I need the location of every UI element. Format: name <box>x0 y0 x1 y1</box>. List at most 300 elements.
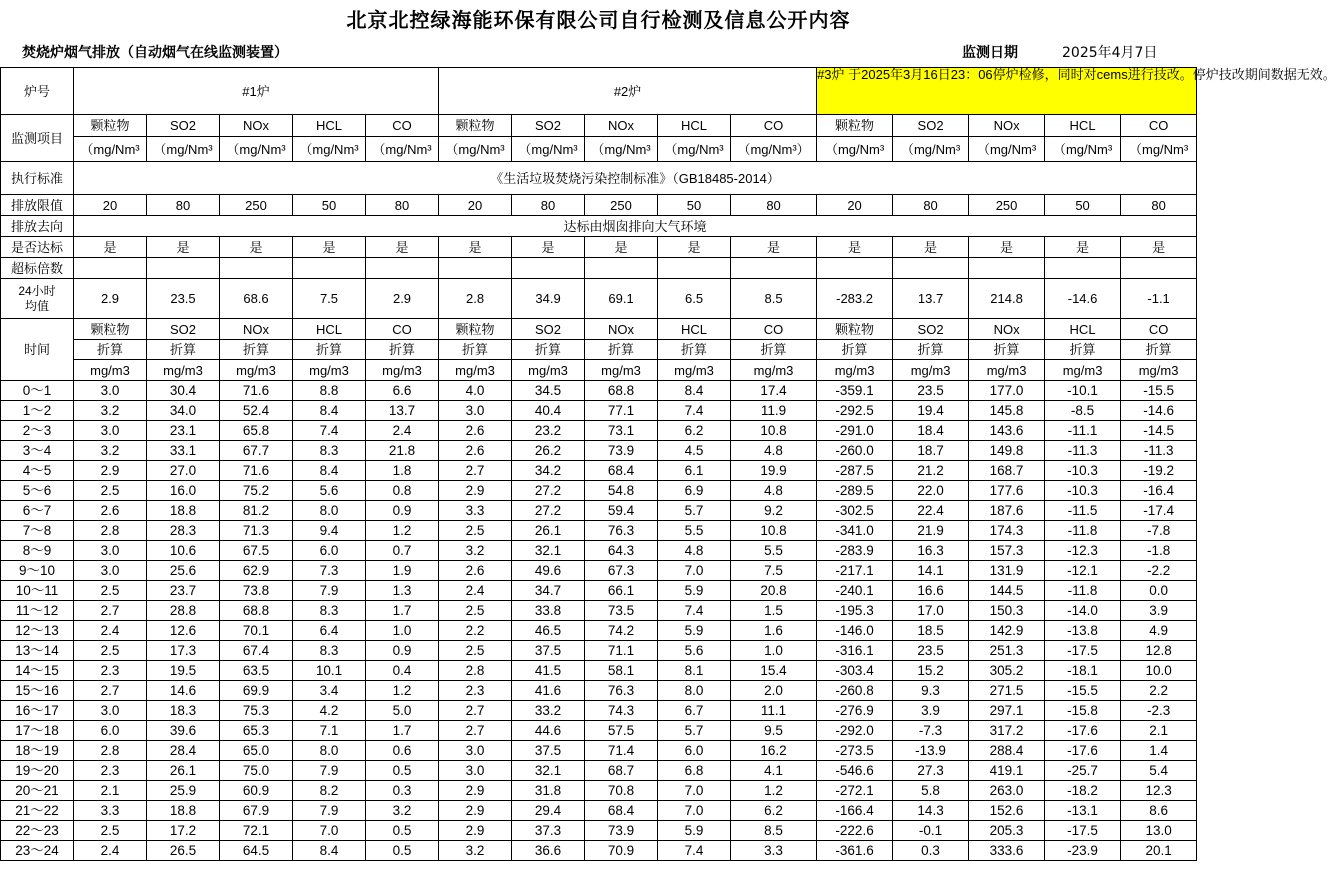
data-cell: 68.8 <box>220 601 293 621</box>
data-cell: 16.2 <box>731 741 817 761</box>
data-cell: -2.3 <box>1121 701 1197 721</box>
data-cell: 6.6 <box>366 381 439 401</box>
data-cell: -16.4 <box>1121 481 1197 501</box>
col-converted-row <box>1 340 1197 360</box>
compliant-value: 是 <box>658 237 731 258</box>
col-unit: mg/m3 <box>512 360 585 381</box>
data-cell: 0.9 <box>366 501 439 521</box>
time-cell: 4～5 <box>1 461 74 481</box>
data-cell: 1.6 <box>731 621 817 641</box>
limit-value: 20 <box>74 195 147 216</box>
item-header: CO <box>731 115 817 137</box>
data-cell: 143.6 <box>969 421 1045 441</box>
table-row <box>1 581 1197 601</box>
col-item: SO2 <box>512 319 585 340</box>
exceed-value <box>731 258 817 279</box>
average-label-line1: 24小时 <box>18 283 56 298</box>
compliant-value: 是 <box>969 237 1045 258</box>
data-cell: 75.0 <box>220 761 293 781</box>
data-cell: 64.5 <box>220 841 293 861</box>
limit-value: 80 <box>366 195 439 216</box>
data-cell: 8.5 <box>731 821 817 841</box>
data-cell: 6.2 <box>731 801 817 821</box>
data-cell: 205.3 <box>969 821 1045 841</box>
col-converted: 折算 <box>585 340 658 360</box>
data-cell: 7.4 <box>658 841 731 861</box>
data-cell: 65.3 <box>220 721 293 741</box>
data-cell: 2.4 <box>439 581 512 601</box>
data-cell: 1.2 <box>731 781 817 801</box>
average-value: 23.5 <box>147 279 220 319</box>
col-converted: 折算 <box>658 340 731 360</box>
data-cell: 5.5 <box>731 541 817 561</box>
data-cell: 73.9 <box>585 441 658 461</box>
data-cell: 63.5 <box>220 661 293 681</box>
data-cell: 9.5 <box>731 721 817 741</box>
col-items-row <box>1 319 1197 340</box>
data-cell: -289.5 <box>817 481 893 501</box>
data-cell: 37.5 <box>512 641 585 661</box>
data-cell: 68.4 <box>585 801 658 821</box>
data-cell: 34.2 <box>512 461 585 481</box>
data-cell: 142.9 <box>969 621 1045 641</box>
data-cell: -316.1 <box>817 641 893 661</box>
data-cell: 6.9 <box>658 481 731 501</box>
data-cell: 177.0 <box>969 381 1045 401</box>
data-cell: 34.7 <box>512 581 585 601</box>
data-cell: -11.8 <box>1045 581 1121 601</box>
data-cell: 6.0 <box>74 721 147 741</box>
data-cell: 72.1 <box>220 821 293 841</box>
col-item: 颗粒物 <box>74 319 147 340</box>
time-cell: 7～8 <box>1 521 74 541</box>
table-row <box>1 381 1197 401</box>
data-cell: 0.5 <box>366 821 439 841</box>
direction-row <box>1 216 1197 237</box>
data-cell: 7.4 <box>293 421 366 441</box>
exceed-value <box>817 258 893 279</box>
item-header: HCL <box>658 115 731 137</box>
data-cell: 70.1 <box>220 621 293 641</box>
data-cell: 145.8 <box>969 401 1045 421</box>
data-cell: -303.4 <box>817 661 893 681</box>
data-cell: 20.8 <box>731 581 817 601</box>
data-cell: 54.8 <box>585 481 658 501</box>
data-cell: 7.4 <box>658 601 731 621</box>
col-unit: mg/m3 <box>1121 360 1197 381</box>
data-cell: 18.3 <box>147 701 220 721</box>
data-cell: 8.4 <box>293 841 366 861</box>
data-cell: 0.7 <box>366 541 439 561</box>
data-cell: 419.1 <box>969 761 1045 781</box>
data-cell: -14.0 <box>1045 601 1121 621</box>
col-unit: mg/m3 <box>658 360 731 381</box>
col-unit: mg/m3 <box>74 360 147 381</box>
data-cell: 6.8 <box>658 761 731 781</box>
data-cell: 5.6 <box>293 481 366 501</box>
compliant-value: 是 <box>731 237 817 258</box>
data-cell: 3.9 <box>893 701 969 721</box>
data-cell: 2.5 <box>74 821 147 841</box>
data-cell: 2.1 <box>74 781 147 801</box>
limit-value: 80 <box>1121 195 1197 216</box>
data-cell: 71.6 <box>220 461 293 481</box>
data-cell: -17.5 <box>1045 641 1121 661</box>
average-value: 2.9 <box>74 279 147 319</box>
data-cell: -12.1 <box>1045 561 1121 581</box>
data-cell: 65.0 <box>220 741 293 761</box>
data-cell: 2.7 <box>74 681 147 701</box>
data-cell: 2.7 <box>439 721 512 741</box>
compliant-value: 是 <box>74 237 147 258</box>
data-cell: 3.0 <box>74 541 147 561</box>
data-cell: 9.3 <box>893 681 969 701</box>
data-cell: 2.5 <box>74 581 147 601</box>
data-cell: 67.7 <box>220 441 293 461</box>
data-cell: 1.7 <box>366 601 439 621</box>
data-cell: -19.2 <box>1121 461 1197 481</box>
data-cell: 6.0 <box>658 741 731 761</box>
limit-value: 80 <box>147 195 220 216</box>
time-cell: 18～19 <box>1 741 74 761</box>
time-cell: 13～14 <box>1 641 74 661</box>
data-cell: 4.5 <box>658 441 731 461</box>
col-item: CO <box>1121 319 1197 340</box>
time-cell: 20～21 <box>1 781 74 801</box>
item-header: NOx <box>585 115 658 137</box>
data-cell: 10.0 <box>1121 661 1197 681</box>
data-cell: -25.7 <box>1045 761 1121 781</box>
data-cell: 149.8 <box>969 441 1045 461</box>
data-cell: 44.6 <box>512 721 585 741</box>
compliant-value: 是 <box>366 237 439 258</box>
col-unit: mg/m3 <box>439 360 512 381</box>
data-cell: 14.1 <box>893 561 969 581</box>
report-subtitle: 焚烧炉烟气排放（自动烟气在线监测装置） <box>22 45 288 61</box>
data-cell: 2.8 <box>439 661 512 681</box>
data-cell: 33.1 <box>147 441 220 461</box>
exceed-value <box>512 258 585 279</box>
data-cell: 4.8 <box>731 481 817 501</box>
compliant-value: 是 <box>220 237 293 258</box>
compliant-value: 是 <box>293 237 366 258</box>
item-header: HCL <box>293 115 366 137</box>
data-cell: 31.8 <box>512 781 585 801</box>
limit-value: 50 <box>293 195 366 216</box>
data-cell: 13.0 <box>1121 821 1197 841</box>
data-cell: 3.4 <box>293 681 366 701</box>
item-header: NOx <box>969 115 1045 137</box>
average-value: -1.1 <box>1121 279 1197 319</box>
data-cell: 2.5 <box>439 521 512 541</box>
table-row <box>1 541 1197 561</box>
data-cell: 60.9 <box>220 781 293 801</box>
data-cell: -287.5 <box>817 461 893 481</box>
item-header: HCL <box>1045 115 1121 137</box>
col-item: 颗粒物 <box>439 319 512 340</box>
data-cell: 17.0 <box>893 601 969 621</box>
data-cell: 18.7 <box>893 441 969 461</box>
data-cell: 23.7 <box>147 581 220 601</box>
data-cell: -17.5 <box>1045 821 1121 841</box>
limit-value: 20 <box>439 195 512 216</box>
data-cell: 59.4 <box>585 501 658 521</box>
data-cell: 37.3 <box>512 821 585 841</box>
col-unit-row <box>1 360 1197 381</box>
furnace3-note: #3炉 于2025年3月16日23：06停炉检修，同时对cems进行技改。停炉技改期间数据无效。 <box>817 68 1197 115</box>
data-cell: 7.9 <box>293 761 366 781</box>
col-item: NOx <box>220 319 293 340</box>
data-cell: 64.3 <box>585 541 658 561</box>
compliant-value: 是 <box>1045 237 1121 258</box>
data-cell: 26.1 <box>512 521 585 541</box>
data-cell: 73.9 <box>585 821 658 841</box>
data-cell: 1.0 <box>731 641 817 661</box>
limit-value: 50 <box>1045 195 1121 216</box>
data-cell: -361.6 <box>817 841 893 861</box>
data-cell: 2.4 <box>74 621 147 641</box>
data-cell: 0.4 <box>366 661 439 681</box>
data-cell: 6.4 <box>293 621 366 641</box>
data-cell: 62.9 <box>220 561 293 581</box>
data-cell: 168.7 <box>969 461 1045 481</box>
items-label: 监测项目 <box>1 115 74 162</box>
data-cell: 69.9 <box>220 681 293 701</box>
data-cell: 71.4 <box>585 741 658 761</box>
data-cell: 71.6 <box>220 381 293 401</box>
furnace1-header: #1炉 <box>74 68 439 115</box>
exceed-row <box>1 258 1197 279</box>
unit-header: （mg/Nm³ <box>439 137 512 162</box>
data-cell: 28.3 <box>147 521 220 541</box>
data-cell: 21.2 <box>893 461 969 481</box>
col-converted: 折算 <box>512 340 585 360</box>
data-cell: -17.6 <box>1045 721 1121 741</box>
data-cell: 297.1 <box>969 701 1045 721</box>
time-cell: 0～1 <box>1 381 74 401</box>
data-cell: 5.7 <box>658 501 731 521</box>
data-cell: 263.0 <box>969 781 1045 801</box>
data-cell: 17.3 <box>147 641 220 661</box>
time-cell: 22～23 <box>1 821 74 841</box>
data-cell: 2.7 <box>439 461 512 481</box>
data-cell: 2.5 <box>439 641 512 661</box>
data-cell: 7.9 <box>293 801 366 821</box>
data-cell: 75.2 <box>220 481 293 501</box>
compliant-value: 是 <box>512 237 585 258</box>
col-item: HCL <box>1045 319 1121 340</box>
col-converted: 折算 <box>1121 340 1197 360</box>
data-cell: 9.4 <box>293 521 366 541</box>
data-cell: 68.8 <box>585 381 658 401</box>
item-header: SO2 <box>512 115 585 137</box>
data-cell: -13.8 <box>1045 621 1121 641</box>
data-cell: -17.4 <box>1121 501 1197 521</box>
date-value: 2025年4月7日 <box>1062 45 1158 61</box>
table-row <box>1 701 1197 721</box>
data-cell: 33.2 <box>512 701 585 721</box>
exceed-value <box>220 258 293 279</box>
unit-header: （mg/Nm³ <box>817 137 893 162</box>
item-header: CO <box>1121 115 1197 137</box>
data-cell: 10.6 <box>147 541 220 561</box>
table-row <box>1 761 1197 781</box>
data-cell: -1.8 <box>1121 541 1197 561</box>
data-cell: 76.3 <box>585 521 658 541</box>
data-cell: -272.1 <box>817 781 893 801</box>
data-cell: 2.9 <box>74 461 147 481</box>
data-cell: -302.5 <box>817 501 893 521</box>
time-cell: 14～15 <box>1 661 74 681</box>
table-row <box>1 601 1197 621</box>
data-cell: 65.8 <box>220 421 293 441</box>
data-cell: 8.0 <box>293 501 366 521</box>
data-cell: 76.3 <box>585 681 658 701</box>
data-cell: 11.9 <box>731 401 817 421</box>
time-cell: 19～20 <box>1 761 74 781</box>
data-cell: 2.9 <box>439 781 512 801</box>
data-cell: 8.3 <box>293 601 366 621</box>
data-cell: 8.8 <box>293 381 366 401</box>
data-cell: -292.0 <box>817 721 893 741</box>
limit-value: 20 <box>817 195 893 216</box>
data-cell: -11.8 <box>1045 521 1121 541</box>
time-cell: 12～13 <box>1 621 74 641</box>
data-cell: 2.4 <box>74 841 147 861</box>
data-cell: 70.8 <box>585 781 658 801</box>
data-cell: 1.2 <box>366 521 439 541</box>
data-cell: 58.1 <box>585 661 658 681</box>
compliant-label: 是否达标 <box>1 237 74 258</box>
data-cell: 68.4 <box>585 461 658 481</box>
data-cell: 14.3 <box>893 801 969 821</box>
data-cell: 7.0 <box>658 801 731 821</box>
data-cell: 39.6 <box>147 721 220 741</box>
data-cell: 5.6 <box>658 641 731 661</box>
data-cell: 10.1 <box>293 661 366 681</box>
data-cell: 71.3 <box>220 521 293 541</box>
data-cell: 3.0 <box>439 401 512 421</box>
data-cell: -341.0 <box>817 521 893 541</box>
data-cell: -0.1 <box>893 821 969 841</box>
average-value: 68.6 <box>220 279 293 319</box>
col-converted: 折算 <box>293 340 366 360</box>
data-cell: 7.0 <box>293 821 366 841</box>
data-cell: 2.9 <box>439 821 512 841</box>
data-cell: 7.3 <box>293 561 366 581</box>
average-value: -14.6 <box>1045 279 1121 319</box>
average-value: 2.8 <box>439 279 512 319</box>
col-unit: mg/m3 <box>293 360 366 381</box>
data-cell: 33.8 <box>512 601 585 621</box>
data-cell: -260.0 <box>817 441 893 461</box>
data-cell: 21.8 <box>366 441 439 461</box>
exceed-value <box>293 258 366 279</box>
unit-header: （mg/Nm³ <box>74 137 147 162</box>
data-cell: 71.1 <box>585 641 658 661</box>
data-cell: 1.5 <box>731 601 817 621</box>
data-cell: 3.0 <box>74 421 147 441</box>
data-cell: 26.2 <box>512 441 585 461</box>
limit-value: 250 <box>969 195 1045 216</box>
standard-row <box>1 162 1197 195</box>
time-cell: 16～17 <box>1 701 74 721</box>
compliant-value: 是 <box>1121 237 1197 258</box>
time-cell: 11～12 <box>1 601 74 621</box>
data-cell: 2.0 <box>731 681 817 701</box>
data-cell: -291.0 <box>817 421 893 441</box>
data-cell: 8.2 <box>293 781 366 801</box>
data-cell: 2.2 <box>1121 681 1197 701</box>
col-converted: 折算 <box>969 340 1045 360</box>
data-cell: -15.5 <box>1121 381 1197 401</box>
data-cell: 23.5 <box>893 381 969 401</box>
data-cell: -10.1 <box>1045 381 1121 401</box>
emission-table <box>0 67 1336 861</box>
data-cell: 5.4 <box>1121 761 1197 781</box>
data-cell: 15.4 <box>731 661 817 681</box>
data-cell: 73.8 <box>220 581 293 601</box>
data-cell: 28.8 <box>147 601 220 621</box>
data-cell: 3.2 <box>439 841 512 861</box>
data-cell: -7.8 <box>1121 521 1197 541</box>
data-cell: 29.4 <box>512 801 585 821</box>
data-cell: 8.4 <box>293 461 366 481</box>
time-cell: 21～22 <box>1 801 74 821</box>
time-cell: 17～18 <box>1 721 74 741</box>
limit-label: 排放限值 <box>1 195 74 216</box>
data-cell: 16.3 <box>893 541 969 561</box>
col-item: NOx <box>585 319 658 340</box>
col-unit: mg/m3 <box>366 360 439 381</box>
data-cell: 81.2 <box>220 501 293 521</box>
data-cell: 2.7 <box>74 601 147 621</box>
data-cell: -10.3 <box>1045 461 1121 481</box>
units-row <box>1 137 1197 162</box>
direction-label: 排放去向 <box>1 216 74 237</box>
col-converted: 折算 <box>147 340 220 360</box>
data-cell: 68.7 <box>585 761 658 781</box>
data-cell: 131.9 <box>969 561 1045 581</box>
data-cell: 7.1 <box>293 721 366 741</box>
table-row <box>1 681 1197 701</box>
furnace-header-row <box>1 68 1197 115</box>
data-cell: 22.4 <box>893 501 969 521</box>
exceed-value <box>1045 258 1121 279</box>
col-converted: 折算 <box>220 340 293 360</box>
data-cell: -546.6 <box>817 761 893 781</box>
data-cell: 19.9 <box>731 461 817 481</box>
unit-header: （mg/Nm³ <box>969 137 1045 162</box>
table-row <box>1 521 1197 541</box>
data-cell: 73.5 <box>585 601 658 621</box>
col-item: HCL <box>658 319 731 340</box>
furnace2-header: #2炉 <box>439 68 817 115</box>
col-item: SO2 <box>893 319 969 340</box>
data-cell: 27.2 <box>512 481 585 501</box>
data-cell: 10.8 <box>731 521 817 541</box>
data-cell: 0.3 <box>366 781 439 801</box>
unit-header: （mg/Nm³ <box>893 137 969 162</box>
data-cell: -273.5 <box>817 741 893 761</box>
data-cell: 1.9 <box>366 561 439 581</box>
data-cell: 67.4 <box>220 641 293 661</box>
data-cell: 0.3 <box>893 841 969 861</box>
data-cell: 3.2 <box>74 401 147 421</box>
data-cell: 12.8 <box>1121 641 1197 661</box>
compliant-row <box>1 237 1197 258</box>
col-unit: mg/m3 <box>817 360 893 381</box>
